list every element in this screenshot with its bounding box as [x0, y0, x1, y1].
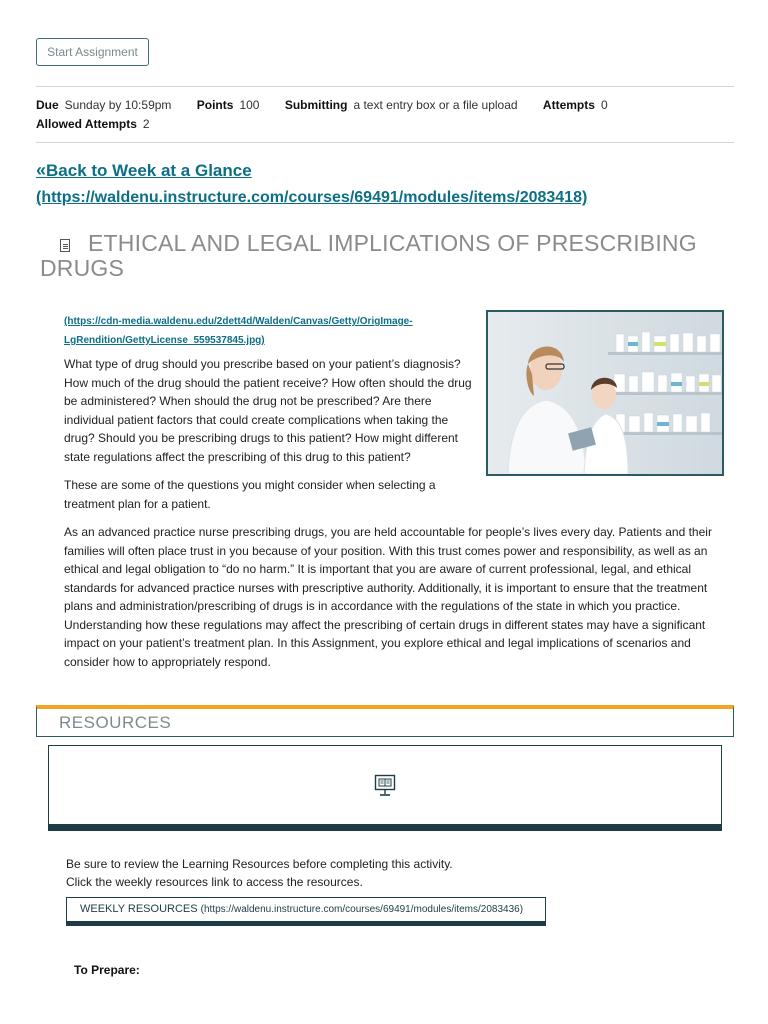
paragraph-line: be administered? When should the drug not be prescribed? Are there — [64, 394, 432, 408]
divider-meta — [36, 142, 734, 143]
weekly-resources-link[interactable] — [66, 897, 546, 926]
paragraph-line: How much of the drug should the patient receive? How often should the drug — [64, 375, 472, 390]
resources-panel — [48, 745, 722, 831]
paragraph-line: As an advanced practice nurse prescribing drugs, you are held accountable for people’s lives every day. Patients and their — [64, 525, 712, 539]
points-label: Points — [196, 98, 234, 112]
image-link-line-2: LgRendition/GettyLicense_559537845.jpg) — [64, 335, 265, 346]
attempts-value: 0 — [600, 98, 608, 112]
paragraph-line: drug? Should you be prescribing drugs to this patient? How might different — [64, 431, 459, 445]
points-value: 100 — [239, 98, 260, 112]
pharmacists-photo — [486, 310, 724, 476]
allowed-attempts-label: Allowed Attempts — [36, 117, 137, 131]
title-line-2: DRUGS — [40, 255, 125, 281]
paragraph-line: individual patient factors that could create complications when taking the — [64, 412, 449, 427]
resources-note — [66, 855, 453, 891]
paragraph-line: impact on your patient’s treatment plan. In this Assignment, you explore ethical and legal implications of scenarios and — [64, 636, 691, 650]
weekly-resources-url: (https://waldenu.instructure.com/courses/69491/modules/items/2083436) — [200, 904, 524, 915]
back-link-block — [36, 160, 736, 207]
weekly-resources-label: WEEKLY RESOURCES — [80, 903, 198, 915]
divider-top — [36, 86, 734, 87]
intro-questions-paragraph — [64, 355, 484, 466]
paragraph-line: state regulations affect the prescribing of this drug to this patient? — [64, 449, 411, 464]
paragraph-line: ethical and legal obligation to “do no harm.” It is important that you are aware of current professional, legal, and ethical — [64, 562, 692, 576]
title-line-1: ETHICAL AND LEGAL IMPLICATIONS OF PRESCRIBING — [88, 230, 697, 256]
paragraph-line: consider how to appropriately respond. — [64, 654, 271, 669]
double-chevron-left-icon: « — [36, 160, 47, 180]
paragraph-line: These are some of the questions you might consider when selecting a — [64, 478, 436, 492]
paragraph-line: standards for advanced practice nurses with prescriptive authority. Additionally, it is important to ensure that the treatment — [64, 580, 708, 595]
back-to-week-link[interactable] — [36, 160, 252, 181]
attempts-label: Attempts — [542, 98, 595, 112]
paragraph-line: plans and administration/prescribing of drugs is in accordance with the regulations of the state in which you practice. — [64, 599, 681, 613]
to-prepare-heading: To Prepare: — [74, 963, 140, 977]
accountability-paragraph — [64, 523, 734, 671]
computer-monitor-icon — [374, 774, 396, 798]
start-assignment-button[interactable]: Start Assignment — [36, 38, 149, 66]
submitting-value: a text entry box or a file upload — [353, 98, 518, 112]
paragraph-line: Understanding how these regulations may affect the prescribing of certain drugs in different states may have a significant — [64, 617, 706, 632]
questions-summary-paragraph — [64, 476, 484, 513]
paragraph-line: treatment plan for a patient. — [64, 496, 211, 511]
due-label: Due — [36, 98, 59, 112]
image-source-link[interactable] — [64, 312, 464, 350]
note-line-1: Be sure to review the Learning Resources before completing this activity. — [66, 857, 453, 871]
back-link-label: Back to Week at a Glance — [46, 161, 252, 180]
note-line-2: Click the weekly resources link to access the resources. — [66, 875, 363, 889]
paragraph-line: families will often place trust in you because of your position. With this trust comes power and responsibility, as well as an — [64, 543, 708, 558]
pharmacists-illustration — [488, 312, 722, 474]
due-value: Sunday by 10:59pm — [64, 98, 172, 112]
resources-heading: RESOURCES — [59, 712, 172, 732]
back-link-url[interactable]: (https://waldenu.instructure.com/courses/69491/modules/items/2083418) — [36, 189, 588, 206]
allowed-attempts-value: 2 — [142, 117, 150, 131]
document-icon — [60, 239, 70, 252]
paragraph-line: What type of drug should you prescribe based on your patient’s diagnosis? — [64, 357, 461, 371]
assignment-meta — [36, 96, 736, 134]
image-link-line-1: (https://cdn-media.waldenu.edu/2dett4d/Walden/Canvas/Getty/OrigImage- — [64, 316, 413, 327]
page-title — [40, 231, 740, 281]
resources-header — [36, 705, 734, 737]
submitting-label: Submitting — [284, 98, 348, 112]
